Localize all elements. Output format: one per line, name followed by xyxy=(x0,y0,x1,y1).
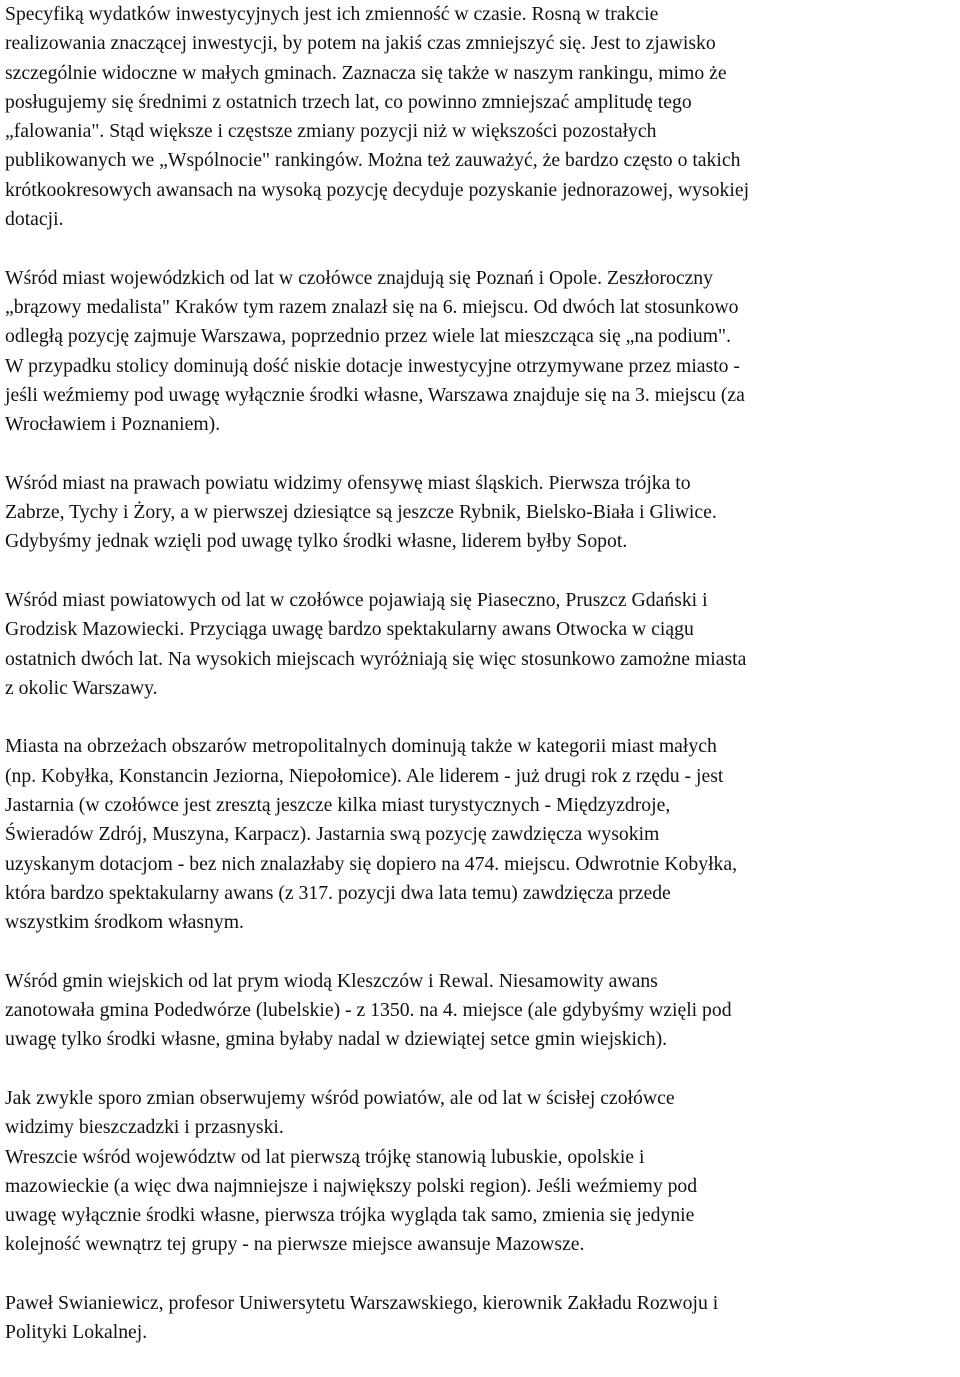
text-line: Miasta na obrzeżach obszarów metropolitalnych dominują także w kategorii miast małych xyxy=(5,735,717,758)
text-line: jeśli weźmiemy pod uwagę wyłącznie środki własne, Warszawa znajduje się na 3. miejscu (za xyxy=(5,383,745,406)
paragraph-intro xyxy=(5,0,957,234)
text-line: Paweł Swianiewicz, profesor Uniwersytetu Warszawskiego, kierownik Zakładu Rozwoju i xyxy=(5,1292,719,1315)
document-page xyxy=(5,0,957,1377)
paragraph-miasta-na-prawach-powiatu xyxy=(5,469,957,557)
text-line: szczególnie widoczne w małych gminach. Zaznacza się także w naszym rankingu, mimo że xyxy=(5,61,727,84)
paragraph-wojewodztwa xyxy=(5,1143,957,1260)
text-line: która bardzo spektakularny awans (z 317. pozycji dwa lata temu) zawdzięcza przede xyxy=(5,881,671,904)
text-line: (np. Kobyłka, Konstancin Jeziorna, Niepołomice). Ale liderem - już drugi rok z rzędu - jest xyxy=(5,764,724,787)
text-line: zanotowała gmina Podedwórze (lubelskie) - z 1350. na 4. miejsce (ale gdybyśmy wzięli pod xyxy=(5,999,732,1022)
text-line: uzyskanym dotacjom - bez nich znalazłaby się dopiero na 474. miejscu. Odwrotnie Kobyłka, xyxy=(5,852,738,875)
text-line: Jak zwykle sporo zmian obserwujemy wśród powiatów, ale od lat w ścisłej czołówce xyxy=(5,1086,675,1109)
text-line: dotacji. xyxy=(5,208,64,231)
text-line: „falowania". Stąd większe i częstsze zmiany pozycji niż w większości pozostałych xyxy=(5,120,657,143)
text-line: Gdybyśmy jednak wzięli pod uwagę tylko środki własne, liderem byłby Sopot. xyxy=(5,530,628,553)
text-line: realizowania znaczącej inwestycji, by potem na jakiś czas zmniejszyć się. Jest to zjawisko xyxy=(5,32,716,55)
text-line: „brązowy medalista" Kraków tym razem znalazł się na 6. miejscu. Od dwóch lat stosunkowo xyxy=(5,295,739,318)
paragraph-miasta-powiatowe xyxy=(5,586,957,703)
paragraph-miasta-wojewodzkie xyxy=(5,264,957,440)
text-line: Zabrze, Tychy i Żory, a w pierwszej dziesiątce są jeszcze Rybnik, Bielsko-Biała i Gliwice. xyxy=(5,501,717,524)
text-line: ostatnich dwóch lat. Na wysokich miejscach wyróżniają się więc stosunkowo zamożne miasta xyxy=(5,647,747,670)
text-line: Grodzisk Mazowiecki. Przyciąga uwagę bardzo spektakularny awans Otwocka w ciągu xyxy=(5,618,694,641)
text-line: Polityki Lokalnej. xyxy=(5,1321,148,1344)
text-line: krótkookresowych awansach na wysoką pozycję decyduje pozyskanie jednorazowej, wysokiej xyxy=(5,178,750,201)
text-line: odległą pozycję zajmuje Warszawa, poprzednio przez wiele lat mieszcząca się „na podium". xyxy=(5,325,731,348)
text-line: Wreszcie wśród województw od lat pierwszą trójkę stanowią lubuskie, opolskie i xyxy=(5,1145,645,1168)
text-line: Specyfiką wydatków inwestycyjnych jest ich zmienność w czasie. Rosną w trakcie xyxy=(5,3,659,25)
text-line: publikowanych we „Wspólnocie" rankingów. Można też zauważyć, że bardzo często o takich xyxy=(5,149,741,172)
text-line: Wśród miast powiatowych od lat w czołówce pojawiają się Piaseczno, Pruszcz Gdański i xyxy=(5,588,708,611)
text-line: Wśród gmin wiejskich od lat prym wiodą Kleszczów i Rewal. Niesamowity awans xyxy=(5,969,658,992)
paragraph-gminy-wiejskie xyxy=(5,967,957,1055)
text-line: mazowieckie (a więc dwa najmniejsze i największy polski region). Jeśli weźmiemy pod xyxy=(5,1174,698,1197)
text-line: wszystkim środkom własnym. xyxy=(5,911,244,934)
text-line: posługujemy się średnimi z ostatnich trzech lat, co powinno zmniejszać amplitudę tego xyxy=(5,90,692,113)
text-line: uwagę wyłącznie środki własne, pierwsza trójka wygląda tak samo, zmienia się jedynie xyxy=(5,1204,695,1227)
text-line: uwagę tylko środki własne, gmina byłaby nadal w dziewiątej setce gmin wiejskich). xyxy=(5,1028,668,1051)
text-line: z okolic Warszawy. xyxy=(5,676,158,699)
text-line: Świeradów Zdrój, Muszyna, Karpacz). Jastarnia swą pozycję zawdzięcza wysokim xyxy=(5,823,660,846)
text-line: kolejność wewnątrz tej grupy - na pierwsze miejsce awansuje Mazowsze. xyxy=(5,1233,585,1256)
text-line: Wrocławiem i Poznaniem). xyxy=(5,413,221,436)
paragraph-powiaty xyxy=(5,1084,957,1143)
text-line: Jastarnia (w czołówce jest zresztą jeszcze kilka miast turystycznych - Międzyzdroje, xyxy=(5,794,671,817)
text-line: W przypadku stolicy dominują dość niskie dotacje inwestycyjne otrzymywane przez miasto - xyxy=(5,354,740,377)
paragraph-miasta-male xyxy=(5,732,957,937)
text-line: widzimy bieszczadzki i przasnyski. xyxy=(5,1116,284,1139)
text-line: Wśród miast na prawach powiatu widzimy ofensywę miast śląskich. Pierwsza trójka to xyxy=(5,471,691,494)
text-line: Wśród miast wojewódzkich od lat w czołówce znajdują się Poznań i Opole. Zeszłoroczny xyxy=(5,266,713,289)
paragraph-autor xyxy=(5,1289,957,1348)
